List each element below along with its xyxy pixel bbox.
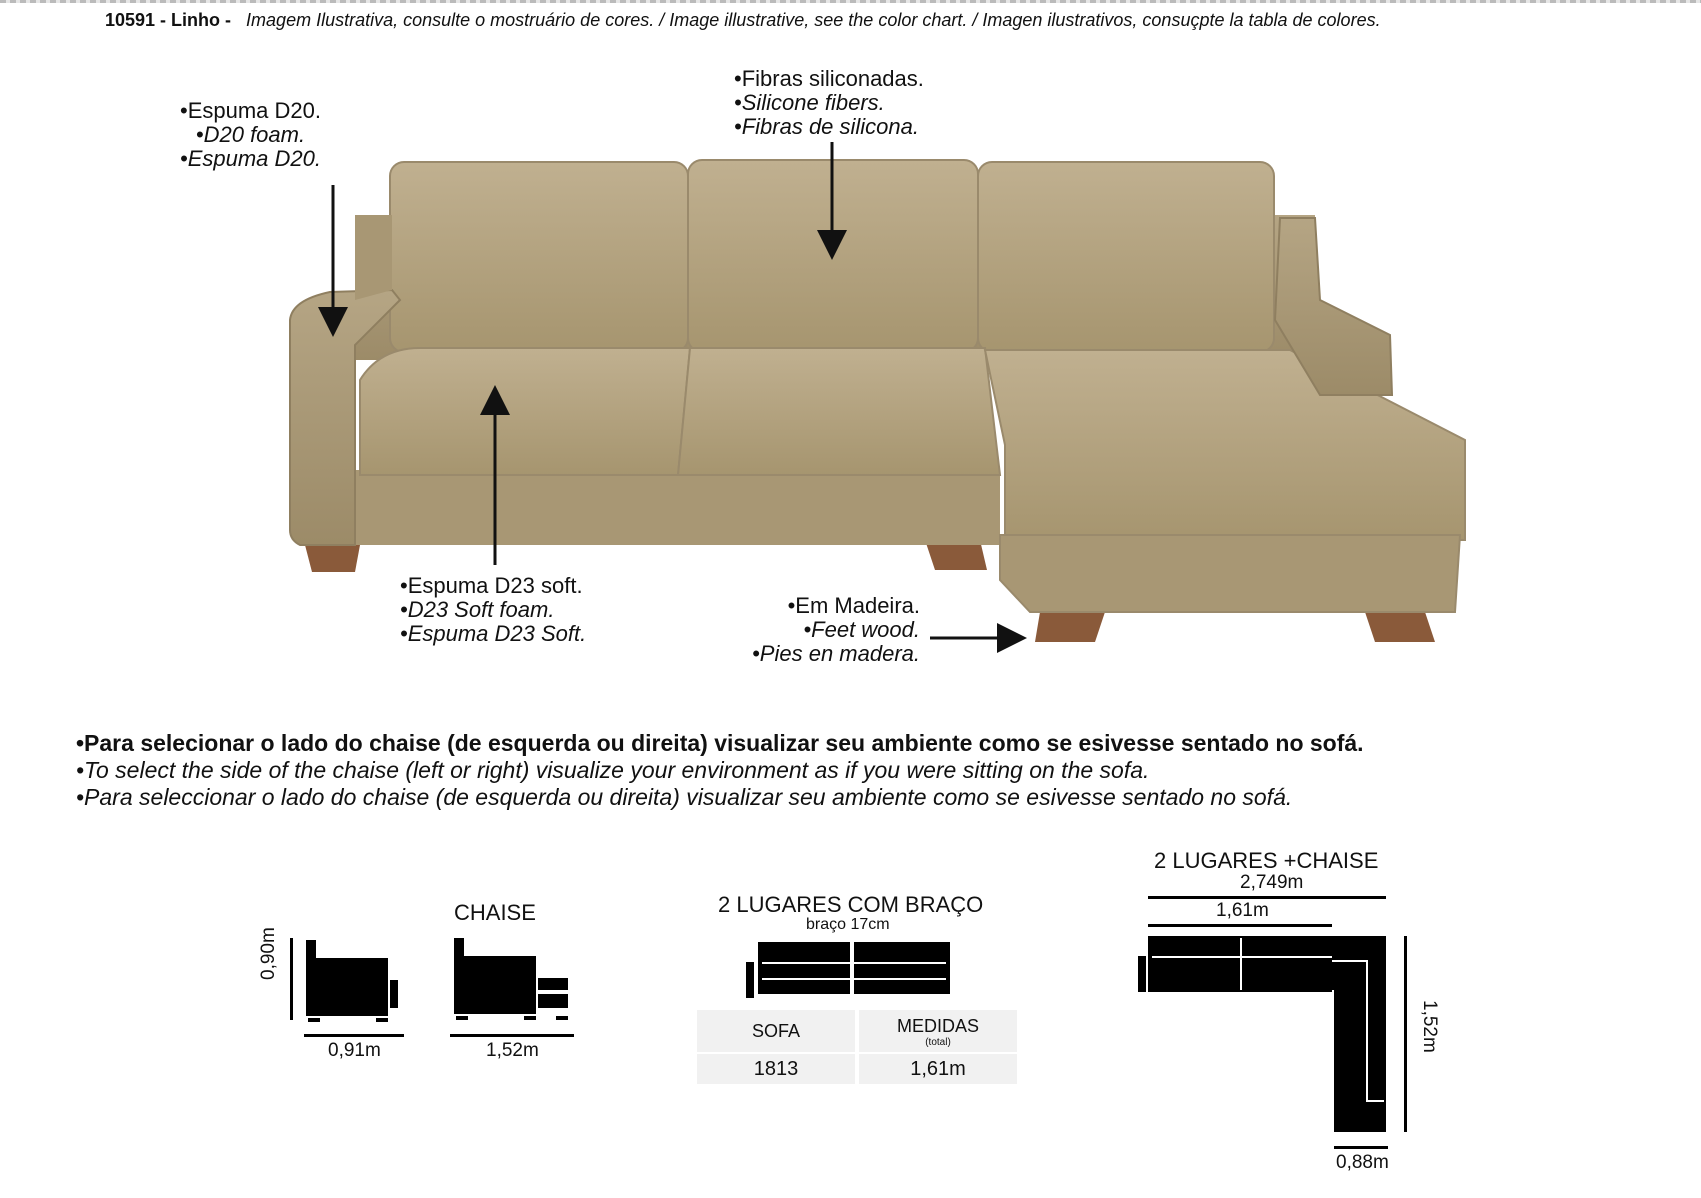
callout-wood: •Em Madeira. •Feet wood. •Pies en madera. <box>752 593 920 666</box>
product-code: 10591 - Linho - <box>105 10 232 30</box>
combo-title: 2 LUGARES +CHAISE <box>1154 848 1379 873</box>
combo-chaise <box>1334 992 1386 1132</box>
two-seat-divider <box>762 978 946 980</box>
side-arm <box>390 980 398 1008</box>
side-foot <box>376 1018 388 1022</box>
side-height-label: 0,90m <box>258 927 279 980</box>
combo-seat-line <box>1148 924 1332 927</box>
combo-chaise-width-line <box>1334 1146 1388 1149</box>
table-cell-medidas: 1,61m <box>859 1054 1017 1084</box>
side-width-label: 0,91m <box>328 1040 381 1061</box>
combo-divider <box>1366 960 1368 1100</box>
combo-arm <box>1138 956 1146 992</box>
chaise-extension <box>538 978 568 990</box>
callout-d23: •Espuma D23 soft. •D23 Soft foam. •Espuma D23 Soft. <box>400 573 587 646</box>
side-body <box>306 958 388 1016</box>
width-dimension-line <box>304 1034 404 1037</box>
callout-fibers: •Fibras siliconadas. •Silicone fibers. •Fibras de silicona. <box>734 66 924 139</box>
chaise-title: CHAISE <box>454 900 536 925</box>
combo-seat-label: 1,61m <box>1216 900 1269 921</box>
two-seat-seat-right <box>854 942 950 994</box>
two-seat-arm <box>746 962 754 998</box>
side-back <box>306 940 316 958</box>
combo-divider <box>1152 956 1332 958</box>
chaise-foot <box>556 1016 568 1020</box>
table-cell-sofa: 1813 <box>697 1054 855 1084</box>
table-header-sofa: SOFA <box>697 1010 855 1052</box>
combo-depth-line <box>1404 936 1407 1132</box>
combo-chaise-width-label: 0,88m <box>1336 1152 1389 1173</box>
two-seat-divider <box>762 962 946 964</box>
chaise-body <box>454 956 536 1014</box>
chaise-extension <box>538 994 568 1008</box>
chaise-foot <box>456 1016 468 1020</box>
combo-total-line <box>1148 896 1386 899</box>
chaise-foot <box>524 1016 536 1020</box>
combo-body <box>1148 936 1386 992</box>
callout-d20: •Espuma D20. •D20 foam. •Espuma D20. <box>180 98 321 171</box>
dimensions-table <box>697 1010 1017 1083</box>
combo-divider <box>1332 990 1334 1130</box>
combo-depth-label: 1,52m <box>1419 1000 1440 1053</box>
chaise-side-instructions: •Para selecionar o lado do chaise (de esquerda ou direita) visualizar seu ambiente como se esivesse sentado no sofá. •To select the side of the chaise (left or right) visualize your environment as if you were sitting on the sofa. •Para seleccionar o lado do chaise (de esquerda ou direita) visualizar seu ambiente como se esivesse sentado no sofá. <box>76 730 1364 810</box>
combo-divider <box>1240 938 1242 990</box>
illustrative-note: Imagem Ilustrativa, consulte o mostruário de cores. / Image illustrative, see the color chart. / Imagen ilustrativos, consuçpte la tabla de colores. <box>246 10 1381 30</box>
chaise-width-line <box>450 1034 574 1037</box>
combo-divider <box>1332 960 1366 962</box>
combo-total-label: 2,749m <box>1240 872 1304 893</box>
two-seat-title: 2 LUGARES COM BRAÇO <box>718 892 984 917</box>
combo-divider <box>1366 1100 1384 1102</box>
two-seat-seat-left <box>758 942 850 994</box>
table-header-medidas: MEDIDAS (total) <box>859 1010 1017 1052</box>
chaise-back <box>454 938 464 956</box>
height-dimension-line <box>290 938 293 1020</box>
chaise-width-label: 1,52m <box>486 1040 539 1061</box>
side-foot <box>308 1018 320 1022</box>
two-seat-subtitle: braço 17cm <box>806 916 890 933</box>
